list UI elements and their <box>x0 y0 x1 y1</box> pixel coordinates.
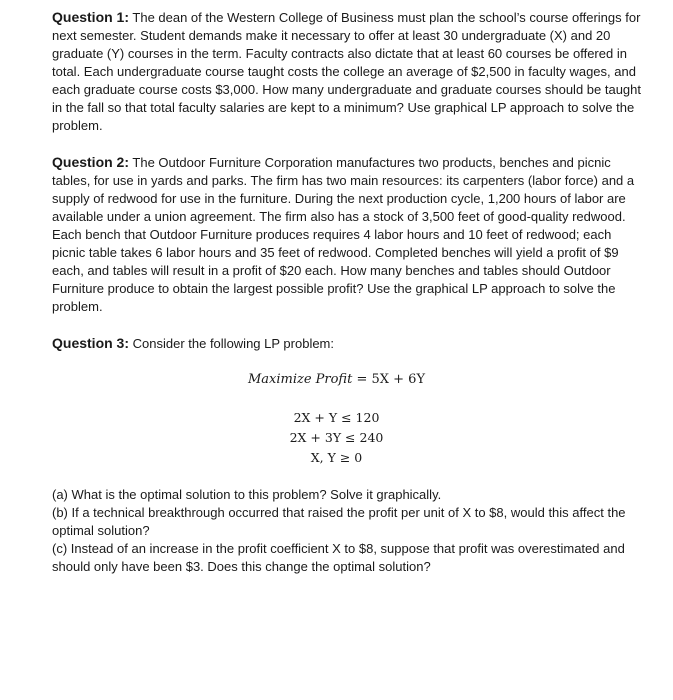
question-3-label: Question 3: <box>52 335 130 351</box>
objective-lhs: Maximize Profit <box>247 372 353 387</box>
question-1-label: Question 1: <box>52 9 130 25</box>
part-b: (b) If a technical breakthrough occurred that raised the profit per unit of X to $8, would this affect the optimal solution? <box>52 505 626 538</box>
question-2-label: Question 2: <box>52 154 130 170</box>
part-c: (c) Instead of an increase in the profit coefficient X to $8, suppose that profit was overestimated and should only have been $3. Does this change the optimal solution? <box>52 541 625 574</box>
objective-function <box>0 370 673 390</box>
constraint-2: 2X + 3Y ≤ 240 <box>289 430 384 445</box>
question-3 <box>52 334 642 353</box>
question-1 <box>52 8 642 135</box>
constraint-1: 2X + Y ≤ 120 <box>293 410 380 425</box>
question-3-intro: Consider the following LP problem: <box>129 336 335 351</box>
constraint-3: X, Y ≥ 0 <box>310 450 363 465</box>
question-2-text: The Outdoor Furniture Corporation manufactures two products, benches and picnic tables, for use in yards and parks. The firm has two main resources: its carpenters (labor force) and a supply of redwood for use in the furniture. During the next production cycle, 1,200 hours of labor are available under a union agreement. The firm also has a stock of 3,500 feet of good-quality redwood. Each bench that Outdoor Furniture produces requires 4 labor hours and 10 feet of redwood; each picnic table takes 6 labor hours and 35 feet of redwood. Completed benches will yield a profit of $9 each, and tables will result in a profit of $20 each. How many benches and tables should Outdoor Furniture produce to obtain the largest possible profit? Use the graphical LP approach to solve the problem. <box>52 155 635 314</box>
part-a: (a) What is the optimal solution to this problem? Solve it graphically. <box>52 487 442 502</box>
question-2 <box>52 153 642 316</box>
objective-rhs: = 5X + 6Y <box>352 372 426 387</box>
question-1-text: The dean of the Western College of Business must plan the school’s course offerings for next semester. Student demands make it necessary to offer at least 30 undergraduate (X) and 20 graduate (Y) courses in the term. Faculty contracts also dictate that at least 60 courses be offered in total. Each undergraduate course taught costs the college an average of $2,500 in faculty wages, and each graduate course costs $3,000. How many undergraduate and graduate courses should be taught in the fall so that total faculty salaries are kept to a minimum? Use graphical LP approach to solve the problem. <box>52 10 642 133</box>
